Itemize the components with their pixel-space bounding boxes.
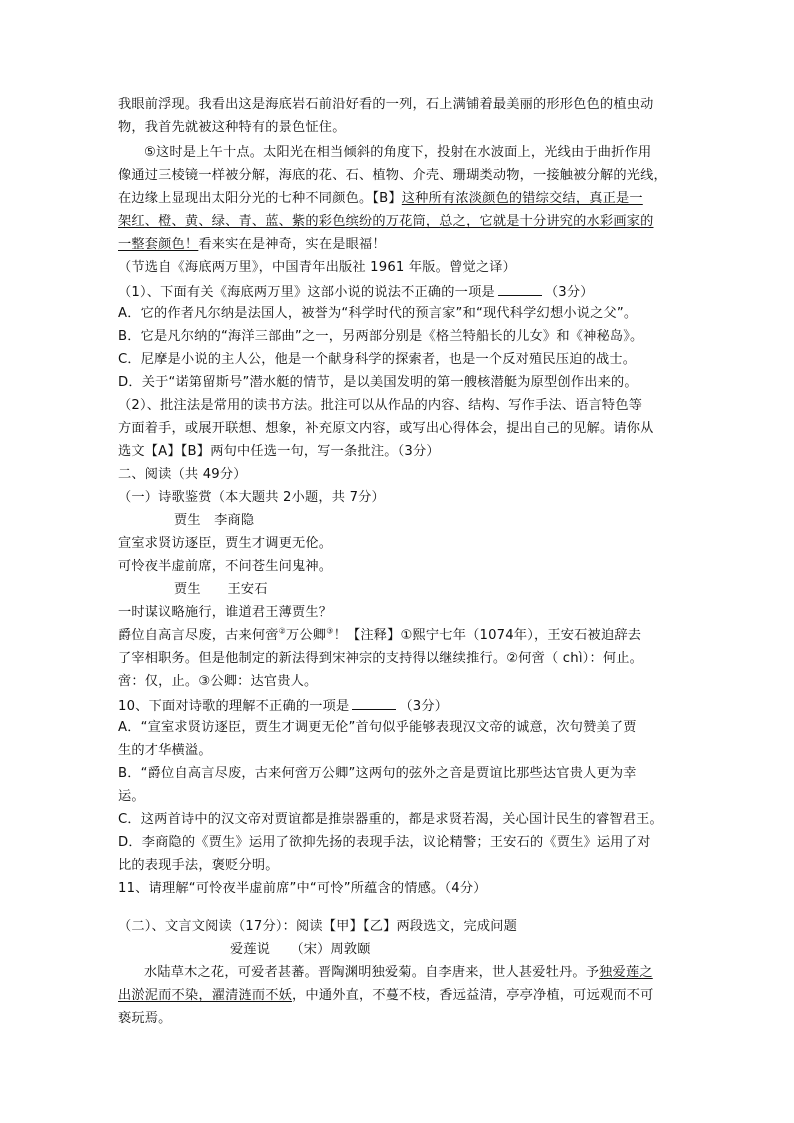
ailian-line2-plain: ，中通外直，不蔓不枝，香远益清，亭亭净植，可远观而不可	[292, 988, 654, 1003]
question-10-option-a-line2: 生的才华横溢。	[118, 743, 212, 758]
question-10-option-b-line1: B．“爵位自高言尽废，古来何啻万公卿”这两句的弦外之音是贾谊比那些达官贵人更为幸	[118, 766, 637, 781]
sentence-b-underlined-end: 一整套颜色！	[118, 237, 199, 252]
answer-blank[interactable]	[352, 696, 396, 710]
ailian-title: 爱莲说 （宋）周敦颐	[230, 942, 371, 957]
question-1-stem	[118, 282, 594, 300]
question-1-option-c: C．尼摩是小说的主人公，他是一个献身科学的探索者，也是一个反对殖民压迫的战士。	[118, 352, 637, 367]
passage-p4-line2: 物，我首先就被这种特有的景色怔住。	[118, 120, 346, 135]
ailian-line3: 亵玩焉。	[118, 1011, 172, 1026]
question-1-option-d: D．关于“诺第留斯号”潜水艇的情节，是以美国发明的第一艘核潜艇为原型创作出来的。	[118, 375, 638, 390]
footnote-marker-2: ②	[278, 626, 287, 636]
question-10-option-a-line1: A．“宣室求贤访逐臣，贾生才调更无伦”首句似乎能够表现汉文帝的诚意，次句赞美了贾	[118, 720, 637, 735]
section-2-title: 二、阅读（共 49分）	[118, 467, 247, 482]
poem-2-line2-text-b: 万公卿	[286, 628, 327, 643]
poem-2-line1: 一时谋议略施行，谁道君王薄贾生？	[118, 605, 333, 620]
ailian-line1-plain: 水陆草木之花，可爱者甚蕃。晋陶渊明独爱菊。自李唐来，世人甚爱牡丹。予	[144, 965, 600, 980]
question-10-option-d-line1: D．李商隐的《贾生》运用了欲抑先扬的表现手法，议论精警；王安石的《贾生》运用了对	[118, 835, 651, 850]
poem-2-notes-line3: 啻：仅，止。③公卿：达官贵人。	[118, 674, 318, 689]
poem-1-line1: 宣室求贤访逐臣，贾生才调更无伦。	[118, 536, 333, 551]
question-10-option-c: C．这两首诗中的汉文帝对贾谊都是推崇器重的，都是求贤若渴，关心国计民生的睿智君王。	[118, 812, 663, 827]
passage-p5-line5-plain: 看来实在是神奇，实在是眼福！	[198, 237, 386, 252]
poem-2-notes-line2: 了宰相职务。但是他制定的新法得到宋神宗的支持得以继续推行。②何啻（ chì）：何止。	[118, 651, 644, 666]
question-10-stem	[118, 696, 448, 714]
question-1-score: （3分）	[544, 285, 594, 300]
question-2-line1: （2）、批注法是常用的读书方法。批注可以从作品的内容、结构、写作手法、语言特色等	[118, 398, 643, 413]
poetry-section-title: （一）诗歌鉴赏（本大题共 2小题，共 7分）	[118, 490, 385, 505]
classical-section-title: （二）、文言文阅读（17分）：阅读【甲】【乙】两段选文，完成问题	[118, 919, 518, 934]
answer-blank[interactable]	[498, 282, 542, 296]
poem-1-title: 贾生 李商隐	[174, 513, 255, 528]
poem-2-title: 贾生 王安石	[174, 582, 268, 597]
question-2-line2: 方面着手，或展开联想、想象，补充原文内容，或写出心得体会，提出自己的见解。请你从	[118, 421, 654, 436]
sentence-b-underlined-cont: 架红、橙、黄、绿、青、蓝、紫的彩色缤纷的万花筒，总之，它就是十分讲究的水彩画家的	[118, 214, 654, 229]
passage-p5-line3-plain: 在边缘上显现出太阳分光的七种不同颜色。【B】	[118, 191, 402, 206]
question-10-option-b-line2: 运。	[118, 789, 145, 804]
ailian-line2	[118, 987, 654, 1005]
question-2-line3: 选文【A】【B】两句中任选一句，写一条批注。（3分）	[118, 444, 440, 459]
question-11: 11、请理解“可怜夜半虚前席”中“可怜”所蕴含的情感。（4分）	[118, 881, 487, 896]
passage-p5-line1: ⑤这时是上午十点。太阳光在相当倾斜的角度下，投射在水波面上，光线由于曲折作用	[144, 145, 652, 160]
question-1-option-b: B．它是凡尔纳的“海洋三部曲”之一，另两部分别是《格兰特船长的儿女》和《神秘岛》。	[118, 329, 644, 344]
sentence-b-underlined: 这种所有浓淡颜色的错综交结，真正是一	[401, 191, 643, 206]
ailian-line1	[144, 964, 653, 982]
poem-2-line2-text: 爵位自高言尽废，古来何啻	[118, 628, 279, 643]
question-10-text: 10、下面对诗歌的理解不正确的一项是	[118, 699, 350, 714]
source-note: （节选自《海底两万里》，中国青年出版社 1961 年版。曾觉之译）	[118, 260, 517, 275]
ailian-underlined: 独爱莲之	[599, 965, 653, 980]
passage-p5-line3	[118, 190, 643, 208]
question-10-score: （3分）	[399, 699, 449, 714]
poem-1-line2: 可怜夜半虚前席，不问苍生问鬼神。	[118, 559, 333, 574]
question-10-option-d-line2: 比的表现手法，褒贬分明。	[118, 858, 279, 873]
poem-2-notes-start: ！【注释】①熙宁七年（1074年），王安石被迫辞去	[333, 628, 642, 643]
ailian-underlined-cont: 出淤泥而不染，濯清涟而不妖	[118, 988, 293, 1003]
passage-p5-line5	[118, 236, 386, 254]
passage-p5-line2: 像通过三棱镜一样被分解，海底的花、石、植物、介壳、珊瑚类动物，一接触被分解的光线，	[118, 168, 667, 183]
poem-2-line2-with-notes	[118, 627, 641, 645]
question-1-option-a: A．它的作者凡尔纳是法国人，被誉为“科学时代的预言家”和“现代科学幻想小说之父”。	[118, 306, 638, 321]
passage-p4-line1: 我眼前浮现。我看出这是海底岩石前沿好看的一列，石上满铺着最美丽的形形色色的植虫动	[118, 97, 654, 112]
question-1-text: （1）、下面有关《海底两万里》这部小说的说法不正确的一项是	[118, 285, 495, 300]
footnote-marker-3: ③	[326, 626, 334, 636]
